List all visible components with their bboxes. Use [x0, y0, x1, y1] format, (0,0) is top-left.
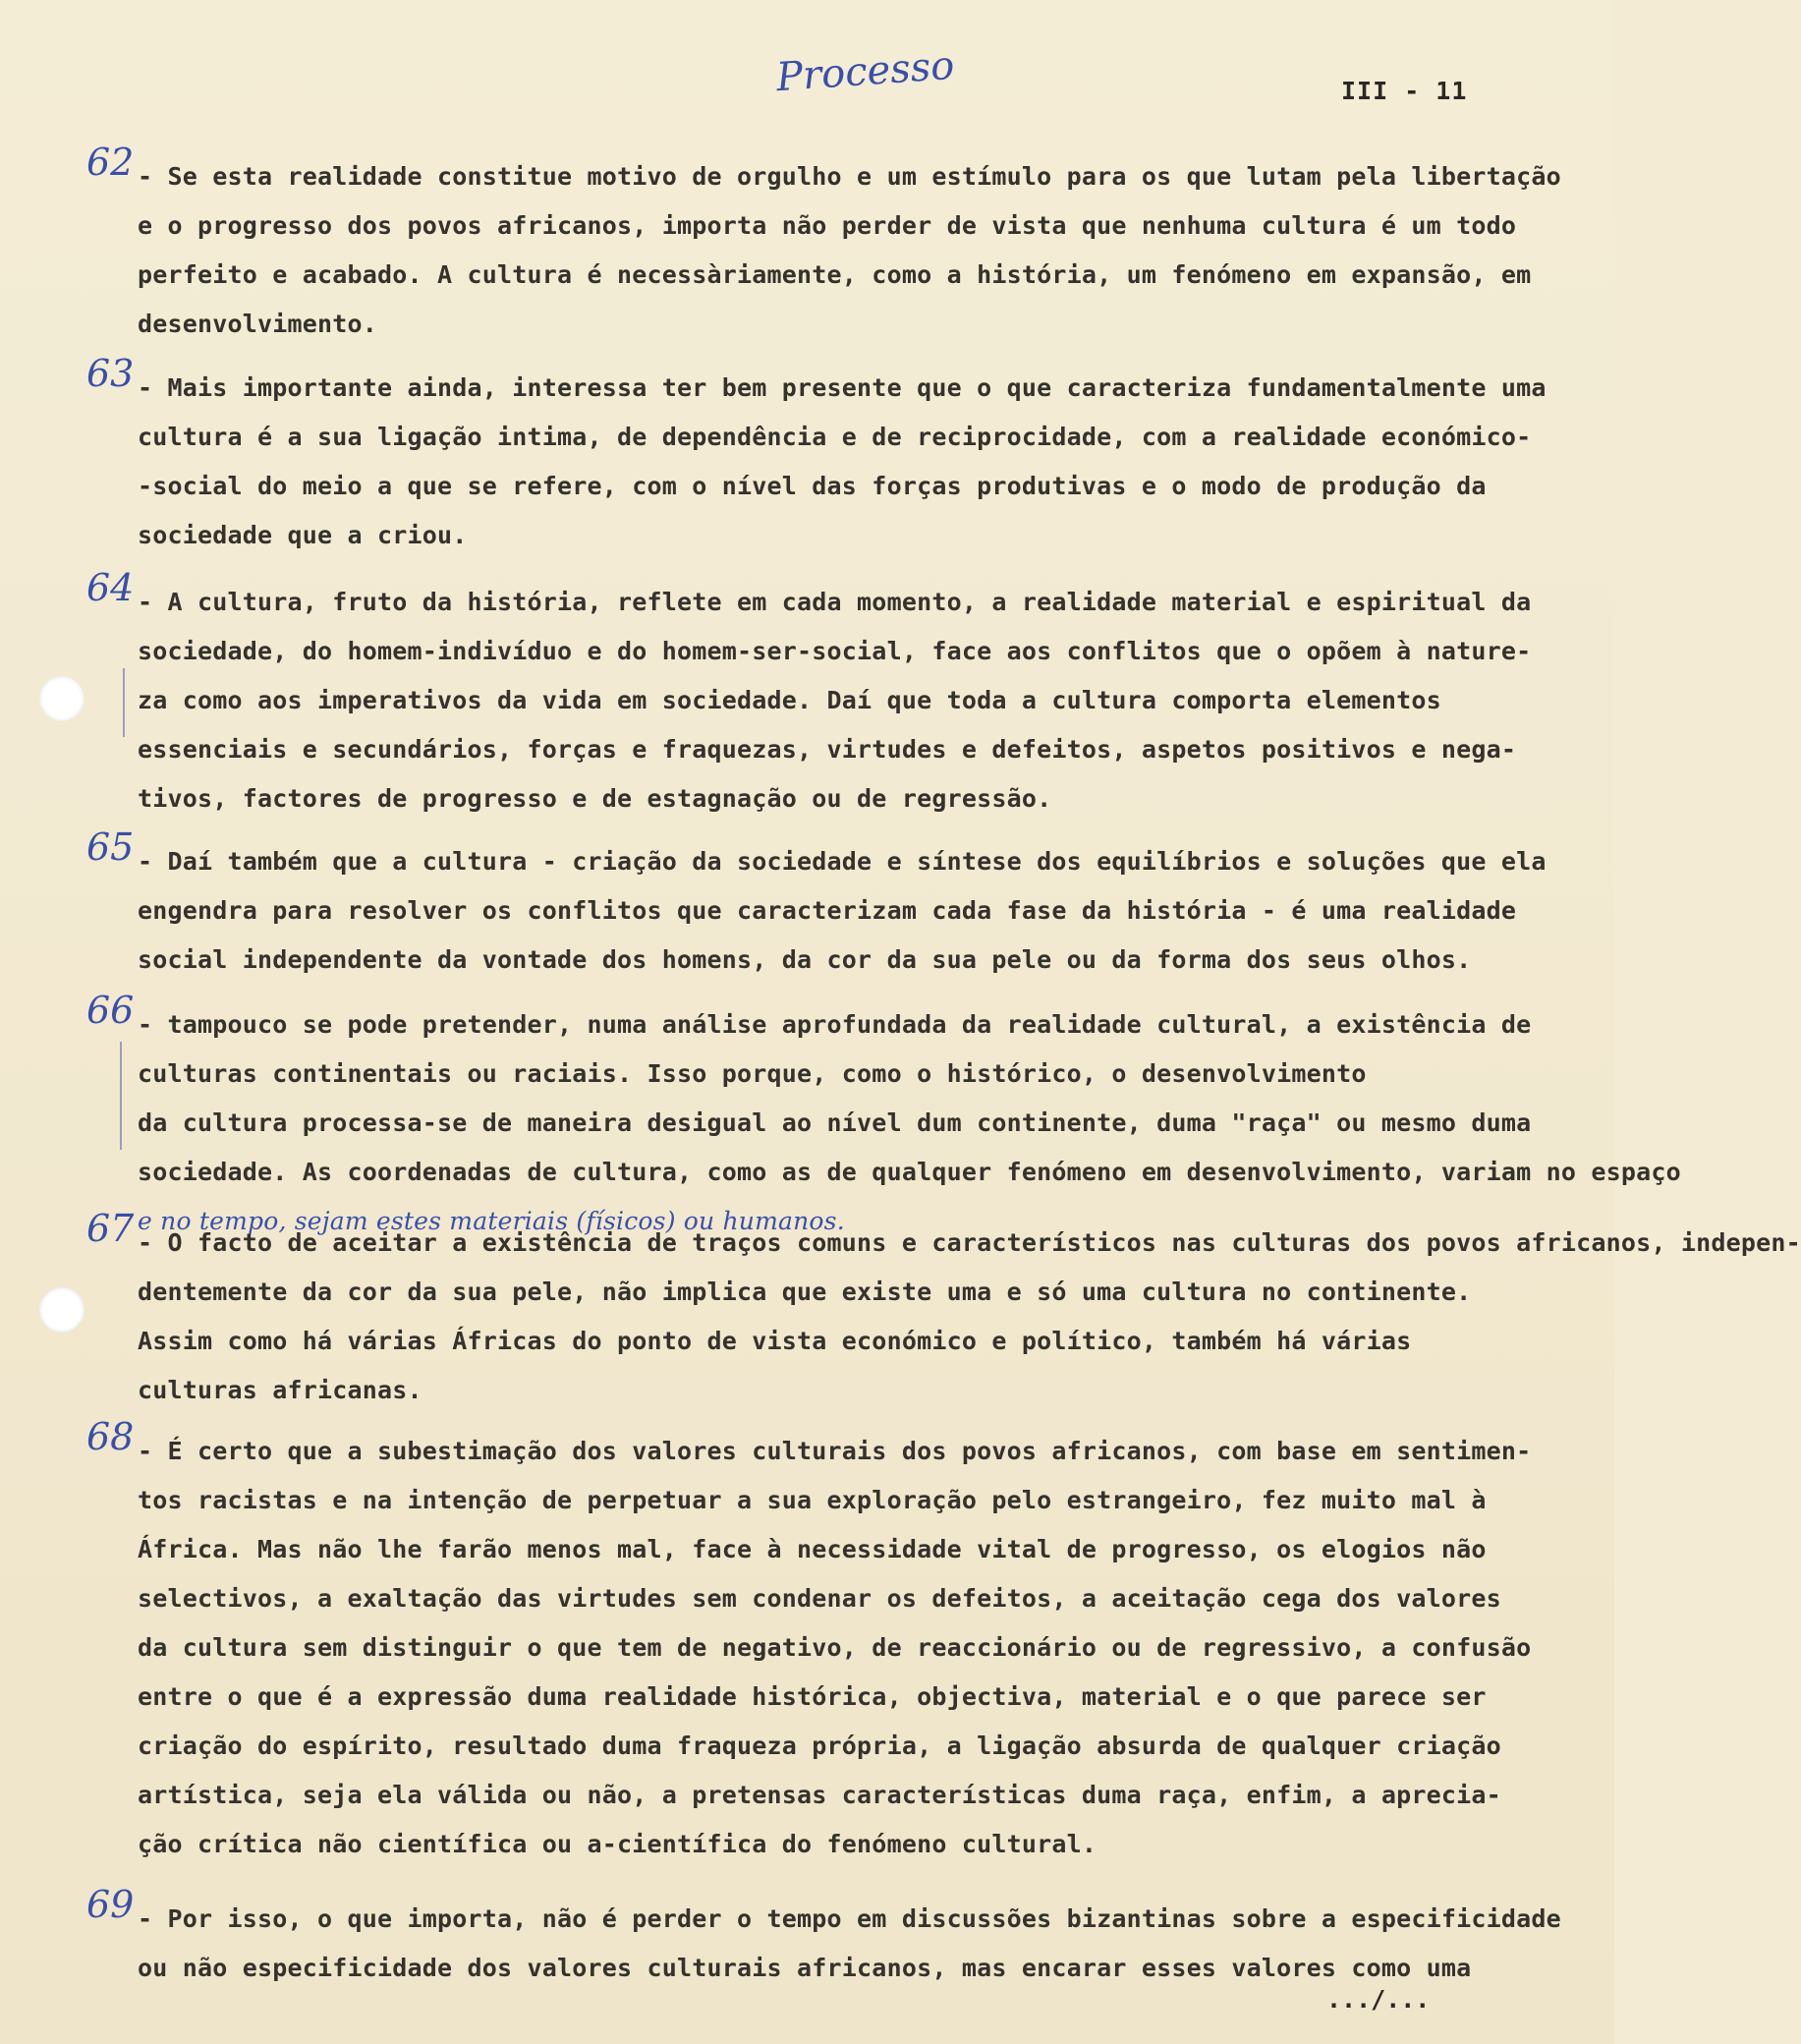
text-line: e no tempo, sejam estes materiais (físicos) ou humanos. [138, 1207, 845, 1235]
text-line: da cultura sem distinguir o que tem de negativo, de reaccionário ou de regressivo, a confusão [138, 1633, 1532, 1662]
paragraph-number: 65 [86, 825, 135, 869]
text-line: artística, seja ela válida ou não, a pretensas características duma raça, enfim, a aprecia- [138, 1781, 1501, 1809]
text-line: África. Mas não lhe farão menos mal, face à necessidade vital de progresso, os elogios não [138, 1535, 1487, 1563]
paragraph-number: 68 [86, 1415, 135, 1458]
text-line: ção crítica não científica ou a-científica do fenómeno cultural. [138, 1830, 1097, 1858]
text-line: desenvolvimento. [138, 310, 378, 338]
text-line: - O facto de aceitar a existência de traços comuns e característicos nas culturas dos povos africanos, indepen- [138, 1228, 1801, 1257]
paragraph-65 [86, 825, 1572, 985]
text-line: dentemente da cor da sua pele, não implica que existe uma e só uma cultura no continente. [138, 1278, 1472, 1306]
text-line: culturas continentais ou raciais. Isso porque, como o histórico, o desenvolvimento [138, 1059, 1367, 1088]
text-line: - Mais importante ainda, interessa ter bem presente que o que caracteriza fundamentalmente uma [138, 373, 1547, 402]
text-line: sociedade que a criou. [138, 521, 468, 549]
text-line: e o progresso dos povos africanos, importa não perder de vista que nenhuma cultura é um todo [138, 211, 1517, 240]
text-line: ou não especificidade dos valores culturais africanos, mas encarar esses valores como uma [138, 1954, 1472, 1982]
text-line: sociedade. As coordenadas de cultura, como as de qualquer fenómeno em desenvolvimento, variam no espaço [138, 1158, 1681, 1186]
paragraph-number: 63 [86, 352, 135, 395]
text-line: - tampouco se pode pretender, numa análise aprofundada da realidade cultural, a existência de [138, 1010, 1532, 1039]
text-line: selectivos, a exaltação das virtudes sem condenar os defeitos, a aceitação cega dos valores [138, 1584, 1501, 1613]
paragraph-62 [86, 141, 1572, 349]
text-line: cultura é a sua ligação intima, de dependência e de reciprocidade, com a realidade económico- [138, 423, 1532, 451]
text-line: criação do espírito, resultado duma fraqueza própria, a ligação absurda de qualquer criação [138, 1732, 1501, 1760]
punch-hole-top [39, 676, 84, 721]
text-line: social independente da vontade dos homens, da cor da sua pele ou da forma dos seus olhos. [138, 945, 1472, 974]
text-line: sociedade, do homem-indivíduo e do homem-ser-social, face aos conflitos que o opõem à nature- [138, 637, 1532, 665]
text-line: Assim como há várias Áfricas do ponto de vista económico e político, também há várias [138, 1327, 1412, 1355]
margin-mark [123, 668, 125, 737]
margin-mark [120, 1042, 122, 1150]
paragraph-number: 66 [86, 989, 135, 1032]
text-line: za como aos imperativos da vida em sociedade. Daí que toda a cultura comporta elementos [138, 686, 1441, 714]
paragraph-64 [86, 566, 1572, 823]
paragraph-67 [86, 1207, 1801, 1415]
text-line: - Por isso, o que importa, não é perder o tempo em discussões bizantinas sobre a especificidade [138, 1904, 1561, 1933]
paragraph-number: 67 [86, 1207, 135, 1250]
page-number: III - 11 [1341, 77, 1468, 105]
paragraph-68 [86, 1415, 1572, 1869]
text-line: - Se esta realidade constitue motivo de orgulho e um estímulo para os que lutam pela libertação [138, 162, 1561, 191]
paragraph-63 [86, 352, 1572, 560]
paragraph-number: 64 [86, 566, 135, 609]
text-line: essenciais e secundários, forças e fraquezas, virtudes e defeitos, aspetos positivos e nega- [138, 735, 1517, 764]
text-line: culturas africanas. [138, 1376, 422, 1404]
paragraph-number: 62 [86, 141, 135, 184]
text-line: - Daí também que a cultura - criação da sociedade e síntese dos equilíbrios e soluções que ela [138, 847, 1547, 876]
text-line: - É certo que a subestimação dos valores culturais dos povos africanos, com base em sentimen- [138, 1437, 1532, 1465]
text-line: tos racistas e na intenção de perpetuar a sua exploração pelo estrangeiro, fez muito mal à [138, 1486, 1487, 1514]
continued-marker: .../... [1326, 1985, 1431, 2014]
paragraph-69 [86, 1883, 1572, 1993]
text-line: engendra para resolver os conflitos que caracterizam cada fase da história - é uma realidade [138, 896, 1517, 925]
handwritten-header-note: Processo [774, 42, 956, 101]
text-line: - A cultura, fruto da história, reflete em cada momento, a realidade material e espiritual da [138, 588, 1532, 616]
text-line: entre o que é a expressão duma realidade histórica, objectiva, material e o que parece ser [138, 1682, 1487, 1711]
paragraph-number: 69 [86, 1883, 135, 1926]
text-line: tivos, factores de progresso e de estagnação ou de regressão. [138, 784, 1052, 813]
text-line: -social do meio a que se refere, com o nível das forças produtivas e o modo de produção da [138, 472, 1487, 500]
text-line: da cultura processa-se de maneira desigual ao nível dum continente, duma "raça" ou mesmo duma [138, 1108, 1532, 1137]
punch-hole-bottom [39, 1287, 84, 1333]
text-line: perfeito e acabado. A cultura é necessàriamente, como a história, um fenómeno em expansão, em [138, 260, 1532, 289]
